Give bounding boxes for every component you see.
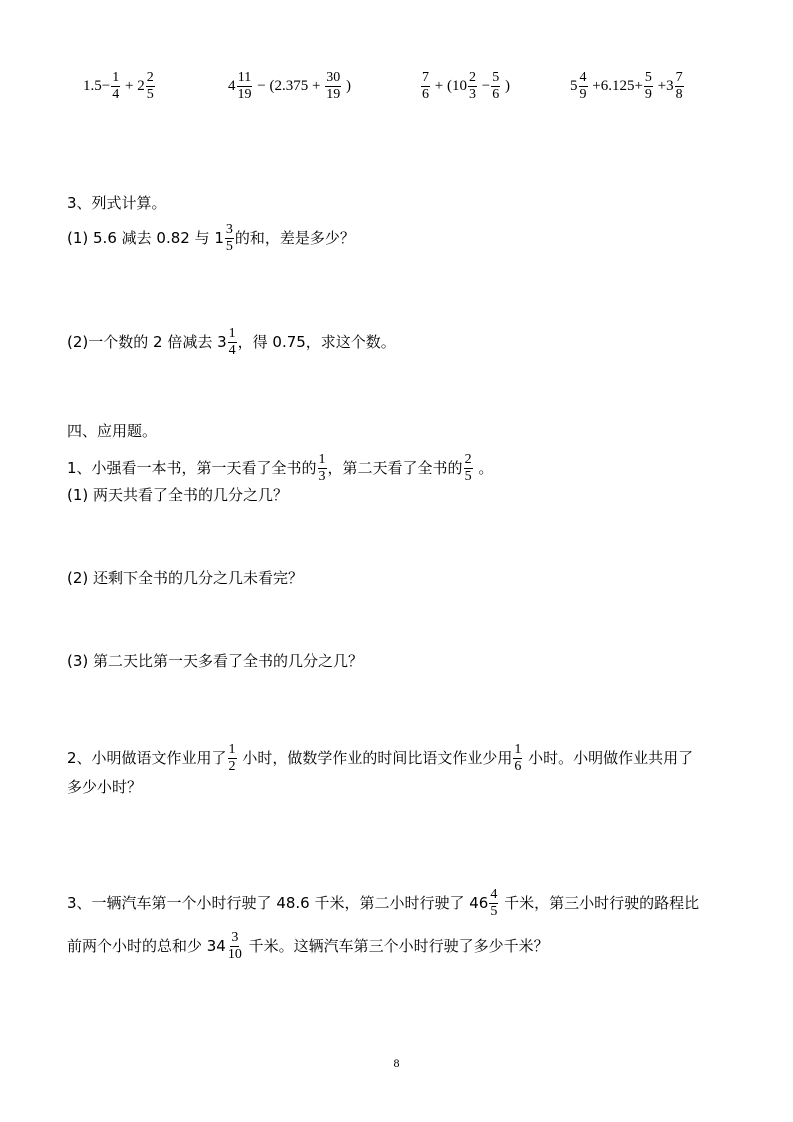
fraction: $\frac{7}{6}$: [422, 70, 429, 102]
expr-term: +6.125+: [592, 77, 643, 94]
fraction: $\frac{7}{8}$: [675, 70, 683, 102]
expr-term: 1.5: [83, 77, 102, 94]
problem-1: [67, 452, 493, 485]
problem-3-line-2: [67, 930, 549, 963]
expression-1: [83, 70, 156, 103]
fraction: $\frac{1}{6}$: [514, 742, 522, 774]
fraction: $\frac{11}{19}$: [237, 70, 252, 102]
section3-question-1: [67, 222, 355, 255]
problem-2-line-2: 多少小时？: [67, 778, 143, 796]
expression-3: [420, 70, 510, 103]
problem-text: 千米。这辆汽车第三个小时行驶了多少千米？: [243, 937, 549, 955]
page-number: 8: [393, 1056, 400, 1070]
section4-heading: 四、应用题。: [67, 422, 158, 440]
problem-text: 小时。小明做作业共用了: [523, 749, 694, 767]
problem-1-question-1: (1) 两天共看了全书的几分之几？: [67, 486, 289, 504]
problem-text: 3、一辆汽车第一个小时行驶了 48.6 千米，第二小时行驶了 46: [67, 894, 489, 912]
fraction: $\frac{5}{6}$: [492, 70, 500, 102]
problem-text: 小时，做数学作业的时间比语文作业少用: [237, 749, 513, 767]
paren: ): [345, 77, 351, 94]
operator: −: [257, 77, 266, 94]
fraction: $\frac{3}{10}$: [227, 930, 242, 962]
fraction: $\frac{1}{3}$: [318, 452, 326, 484]
expr-term: +3: [657, 77, 674, 94]
problem-text: ，第二天看了全书的: [327, 459, 463, 477]
fraction: $\frac{3}{5}$: [225, 222, 233, 254]
paren: ): [504, 77, 510, 94]
expr-term: (2.375 +: [269, 77, 321, 94]
fraction: $\frac{2}{5}$: [146, 70, 154, 102]
section3-heading: 3、列式计算。: [67, 194, 167, 212]
operator: +: [124, 77, 134, 94]
problem-2-line-1: [67, 742, 693, 775]
expression-2: [228, 70, 351, 103]
problem-text: 2、小明做语文作业用了: [67, 749, 227, 767]
operator: −: [101, 77, 111, 94]
problem-1-question-2: (2) 还剩下全书的几分之几未看完？: [67, 569, 304, 587]
fraction: $\frac{2}{5}$: [464, 452, 472, 484]
problem-text: 前两个小时的总和少 34: [67, 937, 226, 955]
question-text: ，得 0.75，求这个数。: [237, 333, 396, 351]
fraction: $\frac{4}{5}$: [490, 887, 498, 919]
problem-text: 千米，第三小时行驶的路程比: [499, 894, 700, 912]
fraction: $\frac{1}{4}$: [112, 70, 120, 102]
problem-text: 。: [473, 459, 494, 477]
operator: −: [481, 77, 491, 94]
whole-part: 5: [570, 77, 578, 94]
problem-text: 1、小强看一本书，第一天看了全书的: [67, 459, 317, 477]
expression-4: [570, 70, 685, 103]
fraction: $\frac{5}{9}$: [644, 70, 652, 102]
fraction: $\frac{1}{4}$: [228, 326, 236, 358]
problem-3-line-1: [67, 887, 699, 920]
problem-1-question-3: (3) 第二天比第一天多看了全书的几分之几？: [67, 652, 364, 670]
fraction: $\frac{4}{9}$: [579, 70, 587, 102]
fraction: $\frac{1}{2}$: [228, 742, 236, 774]
question-text: (1) 5.6 减去 0.82 与 1: [67, 229, 224, 247]
section3-question-2: [67, 326, 396, 359]
whole-part: 4: [228, 77, 236, 94]
fraction: $\frac{2}{3}$: [468, 70, 476, 102]
question-text: (2)一个数的 2 倍减去 3: [67, 333, 227, 351]
expr-term: (10: [446, 77, 467, 94]
fraction: $\frac{30}{19}$: [326, 70, 341, 102]
question-text: 的和，差是多少？: [234, 229, 355, 247]
operator: +: [434, 77, 444, 94]
whole-part: 2: [137, 77, 145, 94]
